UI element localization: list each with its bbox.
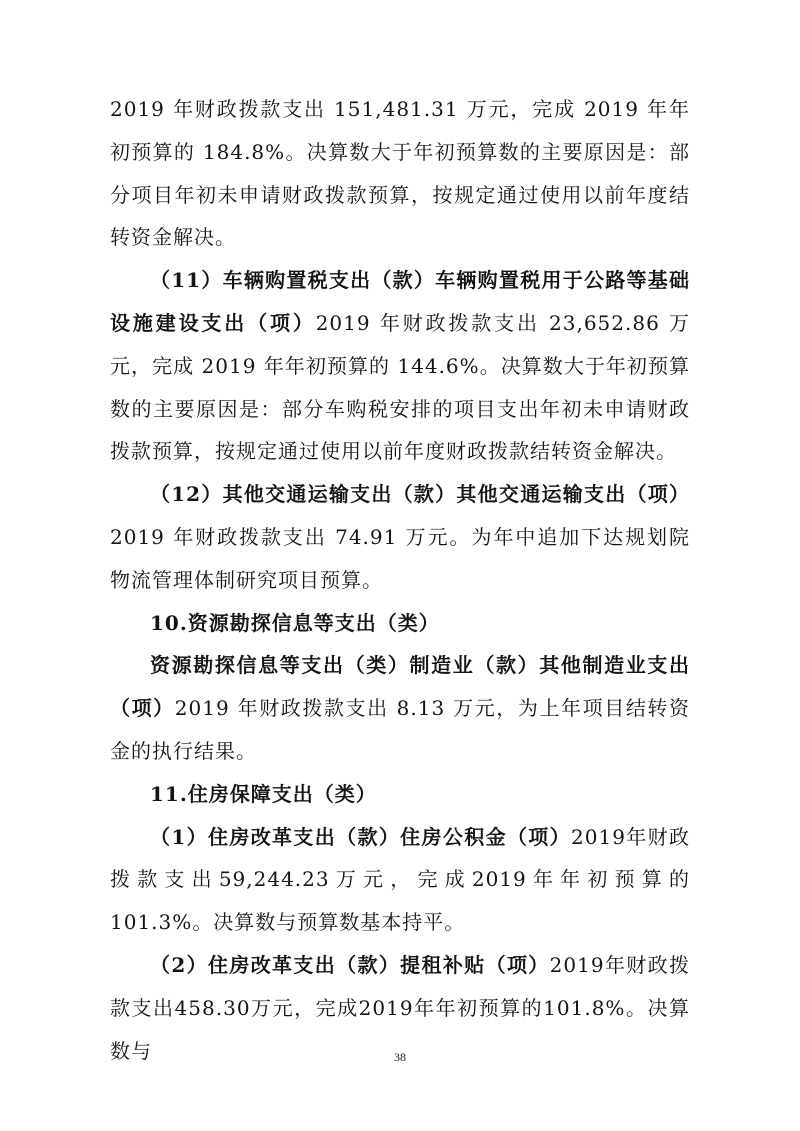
page-number: 38 [394,1050,406,1064]
paragraph-lead-item: （12）其他交通运输支出（款）其他交通运输支出（项） [150,482,690,507]
paragraph-text: 2019 年财政拨款支出 74.91 万元。为年中追加下达规划院物流管理体制研究项目预算。 [110,524,690,592]
paragraph-other-transport [110,473,690,601]
paragraph-text: 2019 年财政拨款支出 151,481.31 万元，完成 2019 年年初预算的 184.8%。决算数大于年初预算数的主要原因是：部分项目年初未申请财政拨款预算，按规定通过使用以前年度结转资金解决。 [110,97,690,250]
paragraph-text: 2019 年财政拨款支出 23,652.86 万元，完成 2019 年年初预算的 144.6%。决算数大于年初预算数的主要原因是：部分车购税安排的项目支出年初未申请财政拨款预算，按规定通过使用以前年度财政拨款结转资金解决。 [110,310,691,464]
document-body [110,88,690,1072]
paragraph-vehicle-purchase-tax [110,259,690,473]
section-heading-resource-exploration: 10.资源勘探信息等支出（类） [150,610,440,635]
paragraph-text: 2019 年财政拨款支出 8.13 万元，为上年项目结转资金的执行结果。 [110,696,690,763]
paragraph-manufacturing [110,644,690,772]
paragraph-lead-item: （2）住房改革支出（款）提租补贴（项） [150,952,550,977]
paragraph-text: 2019年财政拨款支出59,244.23万元，完成2019年年初预算的101.3%。决算数与预算数基本持平。 [110,824,690,935]
section-heading-housing-security: 11.住房保障支出（类） [150,781,377,806]
paragraph-housing-provident-fund [110,816,690,944]
paragraph-lead-item: 资源勘探信息等支出（类）制造业（款）其他制造业支出（项） [110,653,690,721]
paragraph-lead-item: （1）住房改革支出（款）住房公积金（项） [150,824,572,849]
paragraph-text: 2019年财政拨款支出458.30万元，完成2019年年初预算的101.8%。决算数与 [110,952,690,1063]
paragraph-fiscal-appropriation-summary [110,88,690,259]
paragraph-lead-item: （11）车辆购置税支出（款）车辆购置税用于公路等基础设施建设支出（项） [110,268,690,335]
